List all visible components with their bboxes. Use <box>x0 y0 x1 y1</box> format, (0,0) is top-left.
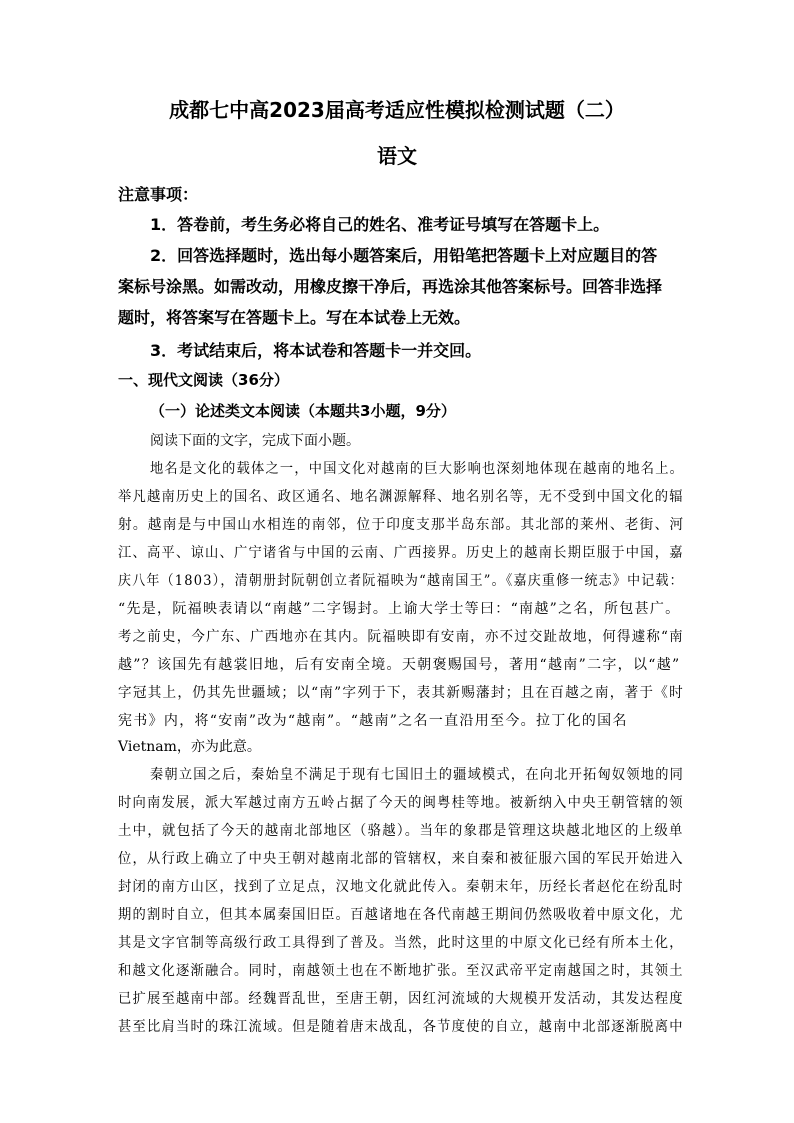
note-line-4: 题时，将答案写在答题卡上。写在本试卷上无效。 <box>118 308 471 327</box>
reading-instruction: 阅读下面的文字，完成下面小题。 <box>150 433 360 449</box>
passage-line: 考之前史，今广东、广西地亦在其内。阮福映即有安南，亦不过交趾故地，何得遽称“南 <box>118 629 684 645</box>
passage-line: 射。越南是与中国山水相连的南邻，位于印度支那半岛东部。其北部的莱州、老街、河 <box>118 517 685 533</box>
passage-line: 其是文字官制等高级行政工具得到了普及。当然，此时这里的中原文化已经有所本土化， <box>118 935 684 951</box>
passage-line: “先是，阮福映表请以“南越”二字锡封。上谕大学士等曰：“南越”之名，所包甚广。 <box>118 601 681 617</box>
notes-heading: 注意事项： <box>118 185 199 204</box>
passage-line: 庆八年（1803），清朝册封阮朝创立者阮福映为“越南国王”。《嘉庆重修一统志》中记载： <box>118 573 684 589</box>
note-line-3: 案标号涂黑。如需改动，用橡皮擦干净后，再选涂其他答案标号。回答非选择 <box>118 277 663 296</box>
passage-line: 举凡越南历史上的国名、政区通名、地名渊源解释、地名别名等，无不受到中国文化的辐 <box>118 489 684 505</box>
passage-line: 时向南发展，派大军越过南方五岭占据了今天的闽粤桂等地。被新纳入中央王朝管辖的领 <box>118 795 684 811</box>
passage-line: 位，从行政上确立了中央王朝对越南北部的管辖权，来自秦和被征服六国的军民开始进入 <box>118 851 684 867</box>
passage-line: 江、高平、谅山、广宁诸省与中国的云南、广西接界。历史上的越南长期臣服于中国，嘉 <box>118 545 684 561</box>
passage-line: 和越文化逐渐融合。同时，南越领土也在不断地扩张。至汉武帝平定南越国之时，其领土 <box>118 963 684 979</box>
section-heading: 一、现代文阅读（36分） <box>118 371 289 389</box>
passage-line: 封闭的南方山区，找到了立足点，汉地文化就此传入。秦朝末年，历经长者赵佗在纷乱时 <box>118 879 684 895</box>
passage-line: Vietnam，亦为此意。 <box>118 739 261 755</box>
note-line-1: 1．答卷前，考生务必将自己的姓名、准考证号填写在答题卡上。 <box>150 215 610 234</box>
passage-line: 期的割时自立，但其本属秦国旧臣。百越诸地在各代南越王期间仍然吸收着中原文化，尤 <box>118 907 684 923</box>
passage-line: 地名是文化的载体之一，中国文化对越南的巨大影响也深刻地体现在越南的地名上。 <box>150 461 685 477</box>
passage-line: 宪书》内，将“安南”改为“越南”。“越南”之名一直沿用至今。拉丁化的国名 <box>118 713 628 729</box>
subsection-heading: （一）论述类文本阅读（本题共3小题，9分） <box>150 402 456 420</box>
passage-line: 甚至比肩当时的珠江流域。但是随着唐末战乱，各节度使的自立，越南中北部逐渐脱离中 <box>118 1019 684 1035</box>
passage-line: 越”？该国先有越裳旧地，后有安南全境。天朝褒赐国号，著用“越南”二字，以“越” <box>118 657 681 673</box>
passage-line: 秦朝立国之后，秦始皇不满足于现有七国旧土的疆域模式，在向北开拓匈奴领地的同 <box>150 767 685 783</box>
passage-line: 已扩展至越南中部。经魏晋乱世，至唐王朝，因红河流域的大规模开发活动，其发达程度 <box>118 991 684 1007</box>
passage-line: 字冠其上，仍其先世疆域；以“南”字列于下，表其新赐藩封；且在百越之南，著于《时 <box>118 685 684 701</box>
subject-title: 语文 <box>377 144 417 168</box>
note-line-2: 2．回答选择题时，选出每小题答案后，用铅笔把答题卡上对应题目的答 <box>150 246 658 265</box>
exam-title: 成都七中高2023届高考适应性模拟检测试题（二） <box>169 98 625 122</box>
note-line-5: 3．考试结束后，将本试卷和答题卡一并交回。 <box>150 341 482 360</box>
passage-line: 土中，就包括了今天的越南北部地区（骆越）。当年的象郡是管理这块越北地区的上级单 <box>118 823 684 839</box>
